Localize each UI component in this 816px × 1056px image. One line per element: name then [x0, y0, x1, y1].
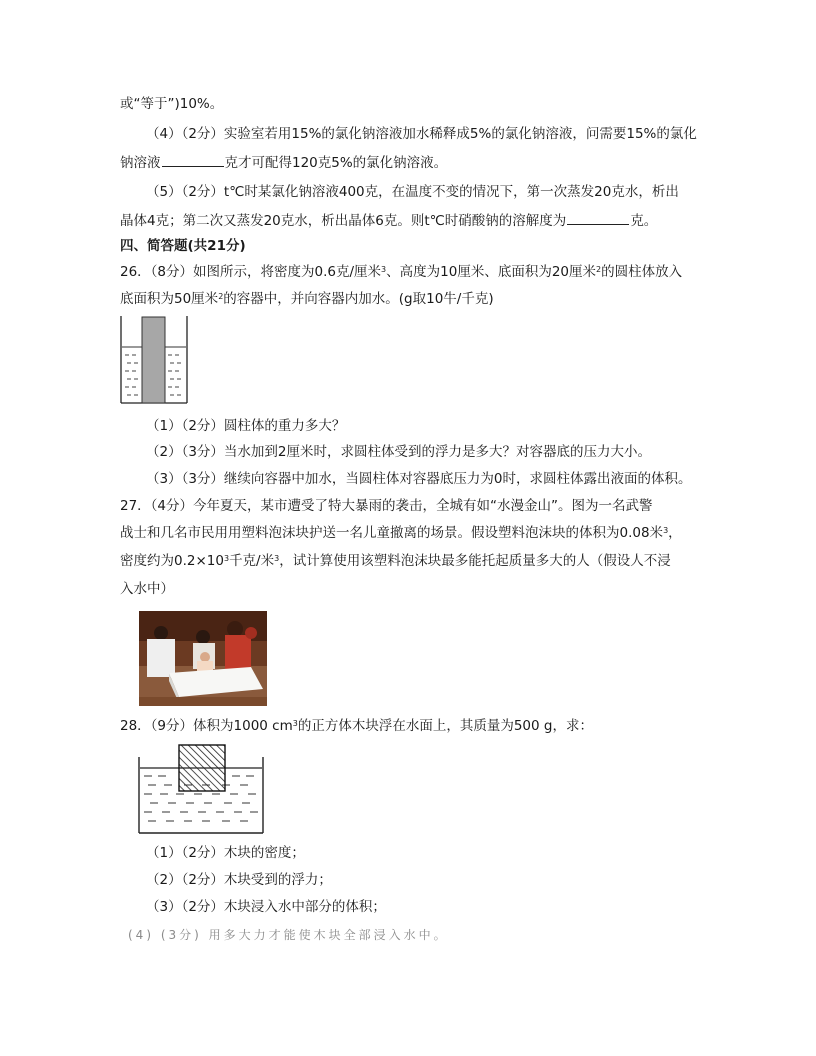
superscript: 3	[274, 554, 280, 563]
superscript: 3	[663, 526, 669, 535]
q27-text-d: ，试计算使用该塑料泡沫块最多能托起质量多大的人（假设人不浸	[279, 553, 671, 569]
q27-text-a: 战士和几名市民用用塑料泡沫块护送一名儿童撤离的场景。假设塑料泡沫块的体积为0.08米	[120, 525, 664, 541]
q26-text-a: 26．（8分）如图所示，将密度为0.6克/厘米	[120, 264, 382, 280]
cylinder-container-figure	[118, 314, 192, 406]
superscript: 3	[381, 265, 387, 274]
q25-part5-line1: （5）（2分）t℃时某氯化钠溶液400克，在温度不变的情况下，第一次蒸发20克水，析出	[146, 184, 679, 200]
q25-part5-line2	[120, 210, 657, 231]
q25-part5-text-a: 晶体4克；第二次又蒸发20克水，析出晶体6克。则t℃时硝酸钠的溶解度为	[120, 213, 567, 229]
q28-sub3: （3）（2分）木块浸入水中部分的体积；	[146, 899, 386, 915]
answer-blank	[567, 210, 629, 225]
q26-text-e: 的容器中，并向容器内加水。(g取10牛/千克)	[223, 291, 494, 307]
q25-part5-text-b: 克。	[630, 213, 658, 229]
q26-line1	[120, 262, 682, 282]
q25-part4-line1: （4）（2分）实验室若用15%的氯化钠溶液加水稀释成5%的氯化钠溶液，问需要15%的氯化	[146, 126, 697, 142]
q26-line2	[120, 289, 494, 309]
q25-continuation: 或“等于”)10%。	[120, 96, 224, 112]
superscript: 2	[218, 292, 224, 301]
q25-part4-text-a: 钠溶液	[120, 155, 161, 171]
q25-part4-text-b: 克才可配得120克5%的氯化钠溶液。	[224, 155, 448, 171]
q26-sub2: （2）（3分）当水加到2厘米时，求圆柱体受到的浮力是多大？对容器底的压力大小。	[146, 444, 652, 460]
q28-sub4: (4) (3分) 用多大力才能使木块全部浸入水中。	[128, 928, 449, 942]
q28-text-b: 的正方体木块浮在水面上，其质量为500 g，求：	[297, 718, 593, 734]
q26-sub3: （3）（3分）继续向容器中加水，当圆柱体对容器底压力为0时，求圆柱体露出液面的体积。	[146, 471, 692, 487]
q27-line3	[120, 551, 671, 571]
superscript: 3	[292, 719, 298, 728]
q28-sub2: （2）（2分）木块受到的浮力；	[146, 872, 332, 888]
q26-text-d: 底面积为50厘米	[120, 291, 219, 307]
q25-part4-line2	[120, 152, 447, 173]
q27-line4: 入水中）	[120, 581, 174, 597]
q26-text-c: 的圆柱体放入	[601, 264, 683, 280]
superscript: 3	[223, 554, 230, 563]
q26-sub1: （1）（2分）圆柱体的重力多大？	[146, 418, 346, 434]
answer-blank	[162, 152, 224, 167]
section-heading: 四、简答题(共21分)	[120, 238, 246, 254]
q27-line1: 27．（4分）今年夏天，某市遭受了特大暴雨的袭击，全城有如“水漫金山”。图为一名武警	[120, 498, 653, 514]
q28-line1	[120, 716, 593, 736]
superscript: 2	[596, 265, 602, 274]
q28-sub1: （1）（2分）木块的密度；	[146, 845, 305, 861]
floating-block-figure	[136, 743, 266, 836]
q27-text-c: 千克/米	[229, 553, 275, 569]
q28-text-a: 28．（9分）体积为1000 cm	[120, 718, 293, 734]
q26-text-b: 、高度为10厘米、底面积为20厘米	[386, 264, 596, 280]
q27-line2: 战士和几名市民用用塑料泡沫块护送一名儿童撤离的场景。假设塑料泡沫块的体积为0.08米$^3$，	[120, 525, 682, 541]
flood-rescue-photo	[139, 611, 267, 706]
q27-text-b: 密度约为0.2×10	[120, 553, 224, 569]
